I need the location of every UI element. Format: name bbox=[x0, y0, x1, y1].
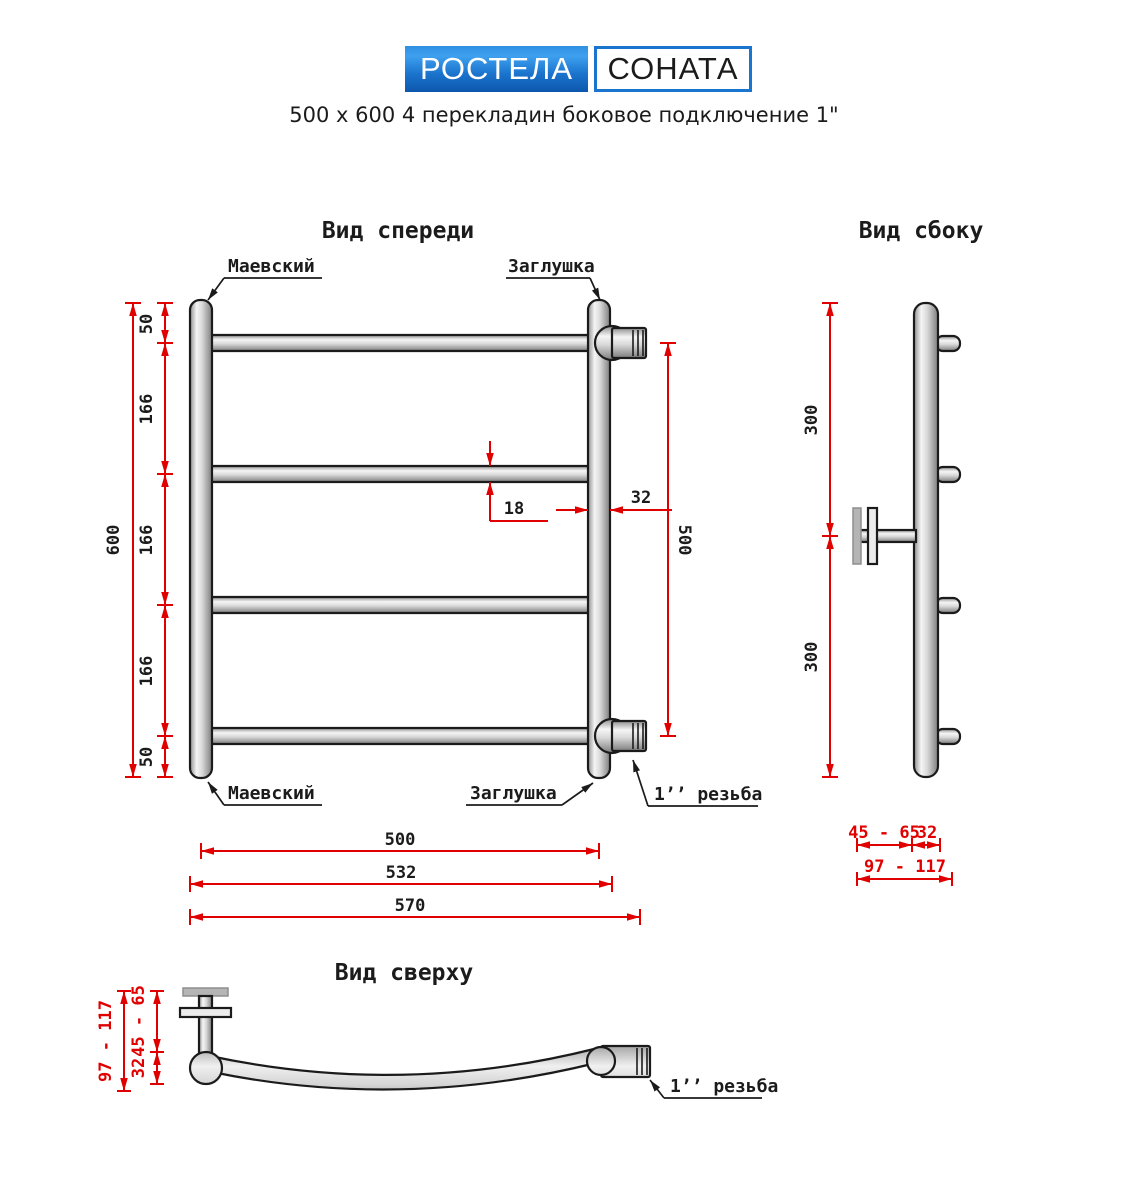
crossbar-3 bbox=[203, 597, 597, 613]
callout-mayevsky-top bbox=[208, 256, 322, 300]
dim-32-side: 32 bbox=[916, 823, 938, 843]
crossbar-2 bbox=[203, 466, 597, 482]
dim-166-3: 166 bbox=[137, 655, 157, 687]
dim-300-upper: 300 bbox=[802, 404, 822, 436]
right-collector-pipe bbox=[588, 300, 610, 778]
dim-width-outer bbox=[190, 863, 612, 892]
dim-600: 600 bbox=[104, 524, 124, 556]
dim-chain-left bbox=[137, 303, 173, 777]
callout-plug-bottom bbox=[466, 783, 593, 805]
bar-end-stub-3 bbox=[936, 598, 960, 613]
dim-32: 32 bbox=[630, 488, 652, 508]
dim-97-117: 97 - 117 bbox=[864, 857, 946, 877]
dim-top-depths bbox=[96, 985, 164, 1091]
curved-crossbar bbox=[210, 1049, 596, 1089]
top-view-title: Вид сверху bbox=[334, 960, 474, 986]
side-view-title: Вид сбоку bbox=[858, 218, 984, 244]
top-threaded-fitting bbox=[595, 326, 646, 360]
callout-thread-front bbox=[633, 760, 762, 806]
dim-45-65: 45 - 65 bbox=[848, 823, 920, 843]
crossbar-1 bbox=[203, 335, 597, 351]
dim-532-width: 532 bbox=[385, 863, 417, 883]
dim-32-top: 32 bbox=[129, 1057, 149, 1079]
dim-width-axes bbox=[201, 830, 599, 859]
top-threaded-fitting-topview bbox=[587, 1046, 650, 1077]
side-collector-pipe bbox=[914, 303, 938, 777]
dim-570-width: 570 bbox=[394, 896, 426, 916]
plug-bottom-label: Заглушка bbox=[470, 783, 557, 804]
dim-166-2: 166 bbox=[137, 524, 157, 556]
dim-300-lower: 300 bbox=[802, 641, 822, 673]
wall-bracket-side bbox=[853, 508, 916, 564]
bar-end-stub-2 bbox=[936, 467, 960, 482]
product-subtitle: 500 x 600 4 перекладин боковое подключение 1" bbox=[289, 103, 839, 127]
bottom-threaded-fitting bbox=[595, 719, 646, 753]
dim-50-top: 50 bbox=[137, 313, 157, 335]
side-view bbox=[802, 218, 983, 886]
front-view-title: Вид спереди bbox=[321, 218, 475, 244]
plug-top-label: Заглушка bbox=[508, 256, 595, 277]
dim-166-1: 166 bbox=[137, 393, 157, 425]
thread-front-label: 1’’ резьба bbox=[654, 784, 763, 805]
dim-side-depths bbox=[848, 823, 952, 886]
dim-500-width: 500 bbox=[384, 830, 416, 850]
dim-connection-height bbox=[660, 343, 694, 736]
series-name: СОНАТА bbox=[594, 46, 752, 92]
dim-width-full bbox=[190, 896, 640, 925]
dim-500-right: 500 bbox=[674, 524, 694, 556]
front-view bbox=[104, 218, 762, 925]
dim-50-bottom: 50 bbox=[137, 746, 157, 768]
bar-end-stub-4 bbox=[936, 729, 960, 744]
wall-bracket-top bbox=[180, 988, 231, 1056]
dim-pipe-diameter bbox=[556, 488, 672, 510]
callout-thread-top bbox=[650, 1076, 778, 1098]
thread-top-label: 1’’ резьба bbox=[670, 1076, 779, 1097]
callout-plug-top bbox=[506, 256, 600, 300]
dim-side-heights bbox=[802, 303, 838, 777]
crossbar-4 bbox=[203, 728, 597, 744]
left-collector-pipe bbox=[190, 300, 212, 778]
mayevsky-top-label: Маевский bbox=[228, 256, 315, 277]
bar-end-stub-1 bbox=[936, 336, 960, 351]
brand-name: РОСТЕЛА bbox=[405, 46, 588, 92]
dim-total-height bbox=[104, 303, 141, 777]
left-pipe-section bbox=[190, 1052, 222, 1084]
dim-18: 18 bbox=[503, 499, 525, 519]
dim-45-65-top: 45 - 65 bbox=[129, 985, 149, 1057]
dim-97-117-top: 97 - 117 bbox=[96, 1000, 116, 1082]
mayevsky-bottom-label: Маевский bbox=[228, 783, 315, 804]
callout-mayevsky-bottom bbox=[208, 782, 322, 805]
top-view bbox=[96, 960, 778, 1098]
